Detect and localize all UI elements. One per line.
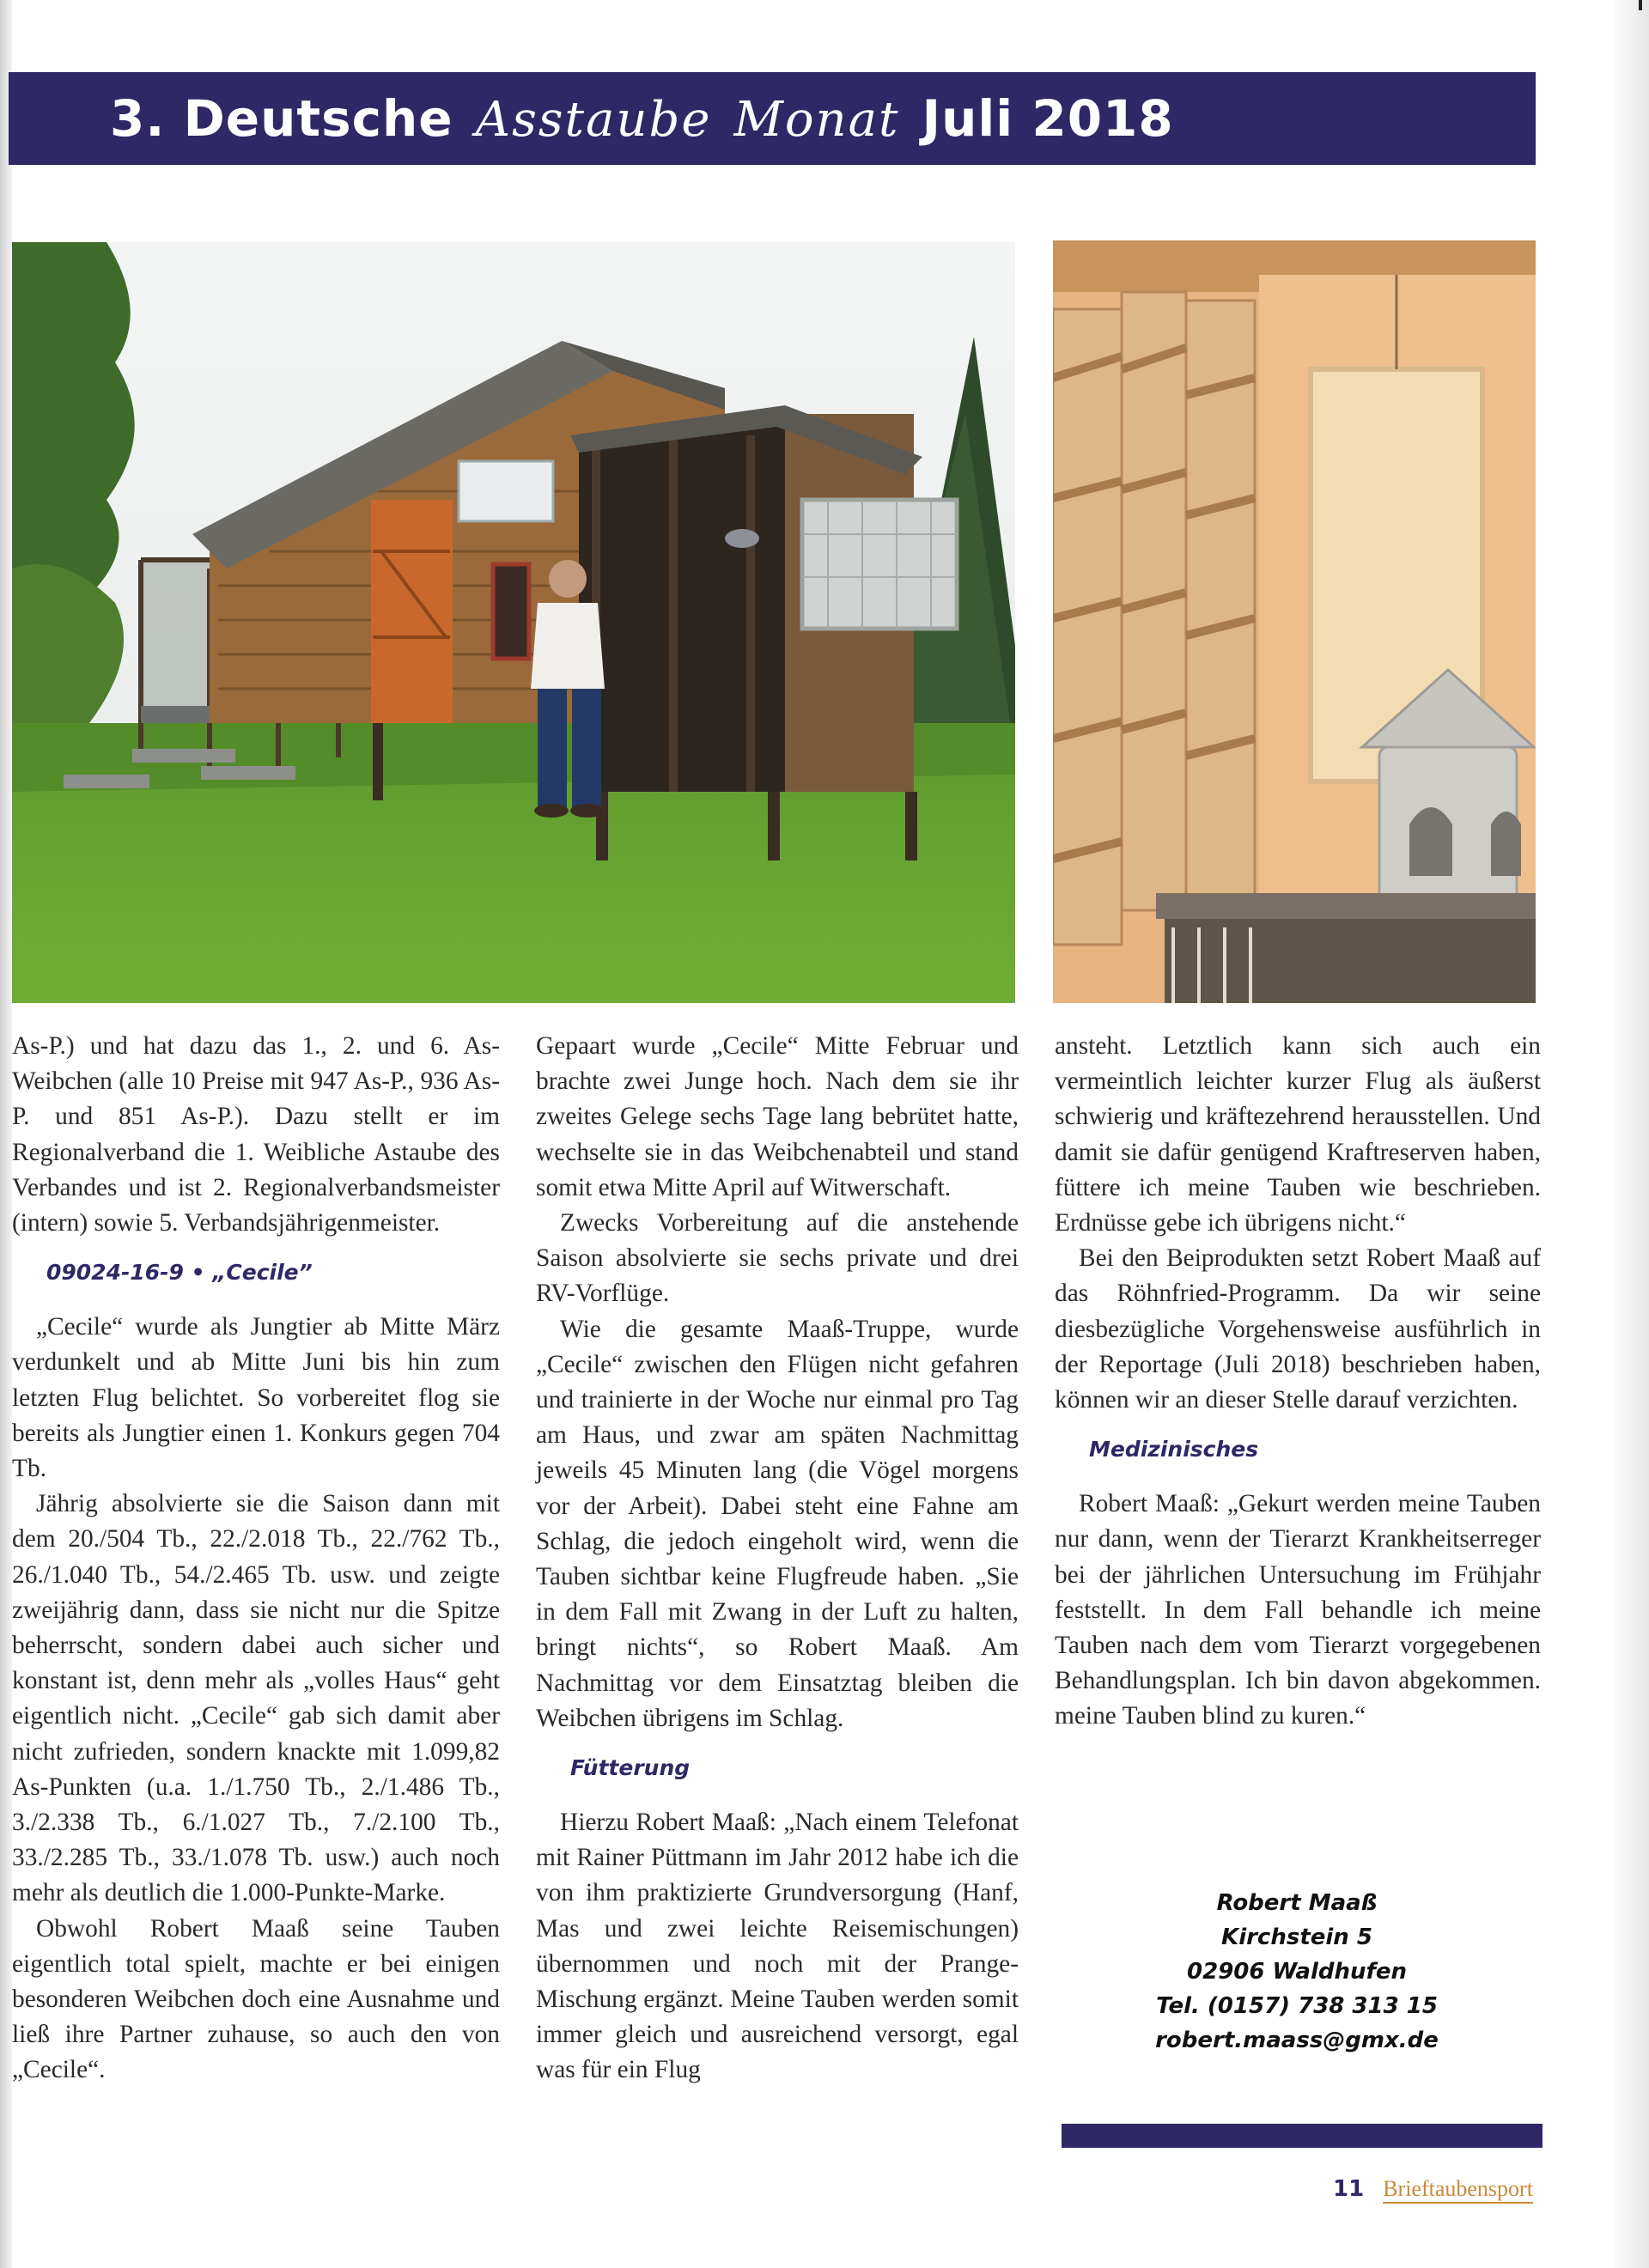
subheading-medizinisches: Medizinisches [1089,1437,1259,1462]
subheading-fuetterung: Fütterung [570,1755,691,1781]
page-edge-left [0,0,12,2268]
loft-exterior-photo [12,242,1015,1003]
page-footer [1333,2176,1533,2204]
page-title [110,89,1174,148]
paragraph: ansteht. Letztlich kann sich auch ein vermeintlich leichter kurzer Flug als äußerst schwierig und kräftezehrend herausstellen. Und damit sie dafür genügend Kraftreserven haben, füttere ich meine Tauben wie beschrieben. Erdnüsse gebe ich übrigens nicht.“ [1055,1032,1541,1237]
title-part1: 3. Deutsche [110,89,453,148]
page-number: 11 [1333,2176,1365,2202]
contact-email[interactable]: robert.maass@gmx.de [1155,2028,1439,2053]
paragraph: Obwohl Robert Maaß seine Tauben eigentlich total spielt, machte er bei einigen besonderen Weibchen doch eine Ausnahme und ließ ihre Partner zuhause, so auch den von „Cecile“. [12,1914,500,2084]
subheading-cecile: 09024-16-9 • „Cecile” [46,1260,313,1286]
paragraph: „Cecile“ wurde als Jungtier ab Mitte März verdunkelt und ab Mitte Juni bis hin zum letzten Flug belichtet. So vorbereitet flog sie bereits als Jungtier einen 1. Konkurs gegen 704 Tb. [12,1313,500,1483]
page-edge-right [1615,0,1649,2268]
title-banner [9,72,1536,165]
contact-phone: Tel. (0157) 738 313 15 [1156,1993,1438,2019]
paragraph: As-P.) und hat dazu das 1., 2. und 6. As-Weibchen (alle 10 Preise mit 947 As-P., 936 As-P. und 851 As-P.). Dazu stellt er im Regionalverband die 1. Weibliche Astaube des Verbandes und ist 2. Regionalverbandsmeister (intern) sowie 5. Verbandsjährigenmeister. [12,1032,500,1237]
contact-city: 02906 Waldhufen [1187,1959,1407,1985]
title-script2: Monat [733,92,900,148]
bottom-divider-bar [1062,2124,1543,2148]
article-column-3 [1055,1029,1541,1735]
loft-interior-photo [1053,240,1536,1003]
article-column-1 [12,1029,500,2089]
paragraph: Gepaart wurde „Cecile“ Mitte Februar und brachte zwei Junge hoch. Nach dem sie ihr zweites Gelege sechs Tage lang bebrütet hatte, wechselte sie in das Weibchenabteil und stand somit etwa Mitte April auf Witwerschaft. [536,1032,1019,1201]
article-column-2 [536,1029,1019,2089]
paragraph: Zwecks Vorbereitung auf die anstehende Saison absolvierte sie sechs private und drei RV-Vorflüge. [536,1209,1019,1308]
contact-block [1056,1886,1537,2058]
paragraph: Wie die gesamte Maaß-Truppe, wurde „Cecile“ zwischen den Flügen nicht gefahren und trainierte in der Woche nur einmal pro Tag am Haus, und zwar am späten Nachmittag jeweils 45 Minuten lang (die Vögel morgens vor der Arbeit). Dabei steht eine Fahne am Schlag, die jedoch eingeholt wird, wenn die Tauben sichtbar keine Flugfreude haben. „Sie in dem Fall mit Zwang in der Luft zu halten, bringt nichts“, so Robert Maaß. Am Nachmittag vor dem Einsatztag bleiben die Weibchen übrigens im Schlag. [536,1315,1019,1732]
paragraph: Jährig absolvierte sie die Saison dann mit dem 20./504 Tb., 22./2.018 Tb., 22./762 Tb., 26./1.040 Tb., 54./2.465 Tb. usw. und zeigte zweijährig dann, dass sie nicht nur die Spitze beherrscht, sondern dabei auch sicher und konstant ist, denn mehr als „volles Haus“ geht eigentlich nicht. „Cecile“ gab sich damit aber nicht zufrieden, sondern knackte mit 1.099,82 As-Punkten (u.a. 1./1.750 Tb., 2./1.486 Tb., 3./2.338 Tb., 6./1.027 Tb., 7./2.100 Tb., 33./2.285 Tb., 33./1.078 Tb. usw.) auch noch mehr als deutlich die 1.000-Punkte-Marke. [12,1490,500,1907]
paragraph: Robert Maaß: „Gekurt werden meine Tauben nur dann, wenn der Tierarzt Krankheitserreger bei der jährlichen Untersuchung im Frühjahr feststellt. In dem Fall behandle ich meine Tauben nach dem vom Tierarzt vorgegebenen Behandlungsplan. Ich bin davon abgekommen. meine Tauben blind zu kuren.“ [1055,1490,1541,1730]
title-script1: Asstaube [475,92,712,148]
paragraph: Bei den Beiprodukten setzt Robert Maaß auf das Röhnfried-Programm. Da wir seine diesbezügliche Vorgehensweise ausführlich in der Reportage (Juli 2018) beschrieben haben, können wir an dieser Stelle darauf verzichten. [1055,1244,1541,1414]
paragraph: Hierzu Robert Maaß: „Nach einem Telefonat mit Rainer Püttmann im Jahr 2012 habe ich die von ihm praktizierte Grundversorgung (Hanf, Mas und zwei leichte Reisemischungen) übernommen und noch mit der Prange-Mischung ergänzt. Meine Tauben werden somit immer gleich und ausreichend versorgt, egal was für ein Flug [536,1809,1019,2084]
contact-name: Robert Maaß [1216,1890,1378,1916]
title-part2: Juli 2018 [922,89,1174,148]
contact-street: Kirchstein 5 [1221,1924,1372,1950]
magazine-name: Brieftaubensport [1383,2176,1533,2204]
